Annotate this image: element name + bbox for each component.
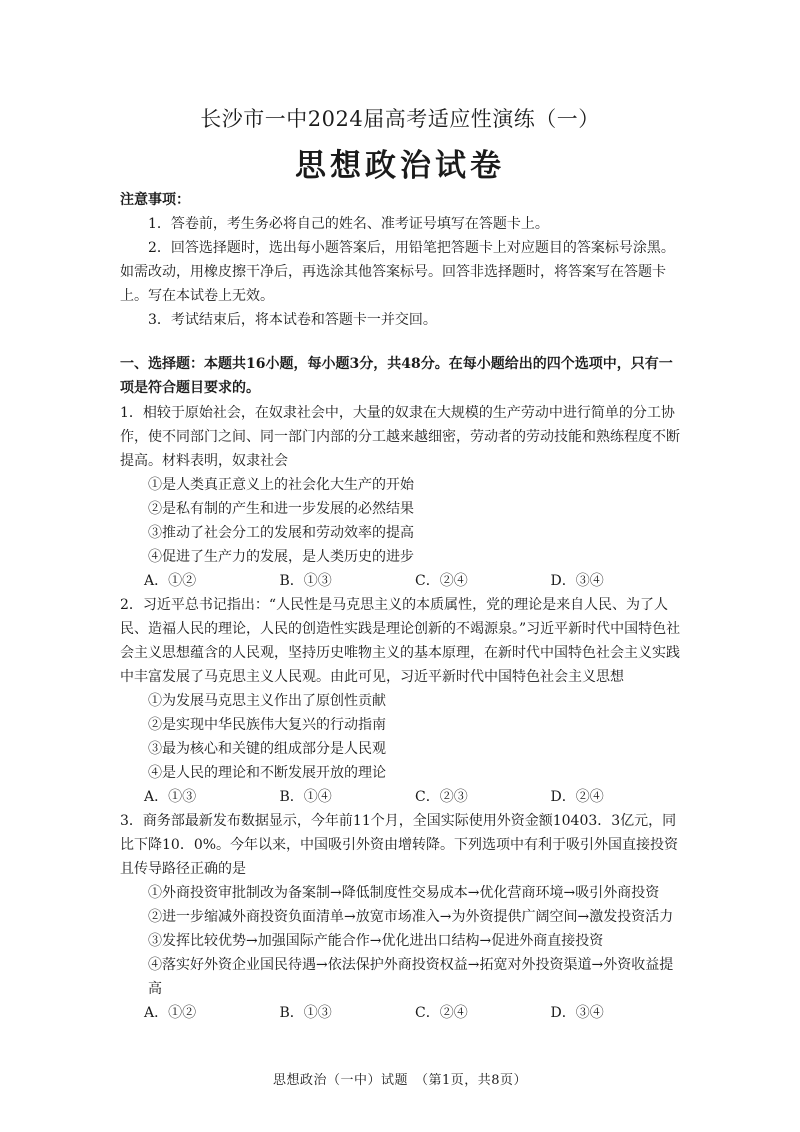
question-2-statement-4: ④是人民的理论和不断发展开放的理论 bbox=[148, 765, 386, 781]
question-3-statement-1: ①外商投资审批制改为备案制→降低制度性交易成本→优化营商环境→吸引外商投资 bbox=[148, 885, 660, 901]
question-2-choices bbox=[120, 785, 686, 809]
question-1 bbox=[120, 401, 686, 593]
question-3 bbox=[120, 809, 686, 1025]
notice-heading: 注意事项： bbox=[120, 192, 190, 208]
question-2 bbox=[120, 593, 686, 809]
notice-item-2: 2．回答选择题时，选出每小题答案后，用铅笔把答题卡上对应题目的答案标号涂黑。如需改动，用橡皮擦干净后，再选涂其他答案标号。回答非选择题时，将答案写在答题卡上。写在本试卷上无效。 bbox=[120, 240, 675, 304]
question-3-statement-3: ③发挥比较优势→加强国际产能合作→优化进出口结构→促进外商直接投资 bbox=[148, 933, 604, 949]
notice-item-1: 1．答卷前，考生务必将自己的姓名、准考证号填写在答题卡上。 bbox=[148, 216, 549, 232]
question-1-statement-3: ③推动了社会分工的发展和劳动效率的提高 bbox=[148, 525, 414, 541]
question-3-stem: 3．商务部最新发布数据显示，今年前11个月，全国实际使用外资金额10403．3亿元，同比下降10．0%。今年以来，中国吸引外资由增转降。下列选项中有利于吸引外国直接投资且传导路径正确的是 bbox=[120, 813, 679, 877]
question-1-choice-a: A．①② bbox=[144, 573, 197, 589]
question-1-choice-b: B．①③ bbox=[279, 573, 332, 589]
question-3-statement-4: ④落实好外资企业国民待遇→依法保护外商投资权益→拓宽对外投资渠道→外资收益提高 bbox=[148, 957, 674, 997]
question-1-statement-2: ②是私有制的产生和进一步发展的必然结果 bbox=[148, 501, 414, 517]
question-2-choice-c: C．②③ bbox=[415, 789, 468, 805]
question-3-choices bbox=[120, 1001, 686, 1025]
question-1-choice-d: D．③④ bbox=[550, 573, 604, 589]
question-3-choice-c: C．②④ bbox=[415, 1005, 468, 1021]
question-3-choice-a: A．①② bbox=[144, 1005, 197, 1021]
question-1-choices bbox=[120, 569, 686, 593]
question-1-choice-c: C．②④ bbox=[415, 573, 468, 589]
section-heading bbox=[120, 352, 686, 400]
exam-title: 长沙市一中2024届高考适应性演练（一） bbox=[200, 107, 600, 131]
question-2-choice-d: D．②④ bbox=[550, 789, 604, 805]
question-2-stem: 2．习近平总书记指出：“人民性是马克思主义的本质属性，党的理论是来自人民、为了人民、造福人民的理论，人民的创造性实践是理论创新的不竭源泉。”习近平新时代中国特色社会主义思想蕴含的人民观，坚持历史唯物主义的基本原理，在新时代中国特色社会主义实践中丰富发展了马克思主义人民观。由此可见，习近平新时代中国特色社会主义思想 bbox=[120, 597, 681, 685]
question-3-choice-b: B．①③ bbox=[279, 1005, 332, 1021]
question-2-choice-a: A．①③ bbox=[144, 789, 197, 805]
exam-subject: 思想政治试卷 bbox=[295, 148, 505, 184]
question-2-statement-3: ③最为核心和关键的组成部分是人民观 bbox=[148, 741, 386, 757]
question-3-statement-2: ②进一步缩减外商投资负面清单→放宽市场准入→为外资提供广阔空间→激发投资活力 bbox=[148, 909, 674, 925]
question-2-statement-2: ②是实现中华民族伟大复兴的行动指南 bbox=[148, 717, 386, 733]
page-footer: 思想政治（一中）试题 （第1页，共8页） bbox=[272, 1073, 528, 1088]
question-3-choice-d: D．③④ bbox=[550, 1005, 604, 1021]
question-1-statement-1: ①是人类真正意义上的社会化大生产的开始 bbox=[148, 477, 414, 493]
notice-section bbox=[120, 188, 686, 332]
question-2-statement-1: ①为发展马克思主义作出了原创性贡献 bbox=[148, 693, 386, 709]
question-1-statement-4: ④促进了生产力的发展，是人类历史的进步 bbox=[148, 549, 414, 565]
section1-heading: 一、选择题：本题共16小题，每小题3分，共48分。在每小题给出的四个选项中，只有一项是符合题目要求的。 bbox=[120, 356, 673, 396]
question-1-stem: 1．相较于原始社会，在奴隶社会中，大量的奴隶在大规模的生产劳动中进行简单的分工协作，使不同部门之间、同一部门内部的分工越来越细密，劳动者的劳动技能和熟练程度不断提高。材料表明，奴隶社会 bbox=[120, 405, 680, 469]
notice-item-3: 3．考试结束后，将本试卷和答题卡一并交回。 bbox=[148, 312, 437, 328]
question-2-choice-b: B．①④ bbox=[279, 789, 332, 805]
